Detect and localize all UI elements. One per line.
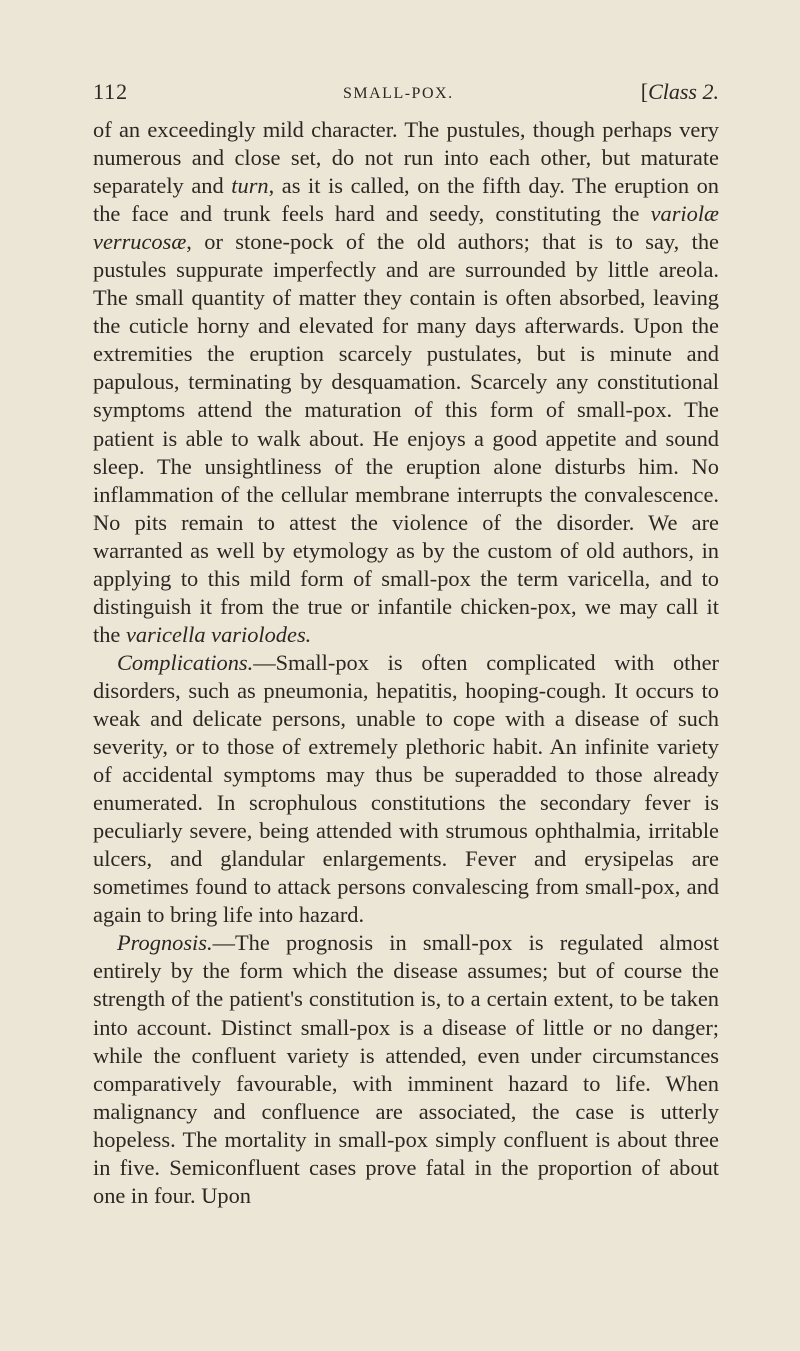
text-run: —Small-pox is often complicated with other disorders, such as pneumonia, hepatitis, hooping-cough. It occurs to weak and delicate persons, unable to cope with a disease of such severity, or to those of extremely plethoric habit. An infinite variety of accidental symptoms may thus be superadded to those already enumerated. In scrophulous constitutions the secondary fever is peculiarly severe, being attended with strumous ophthalmia, irritable ulcers, and glandular enlargements. Fever and erysipelas are sometimes found to attack persons convalescing from small-pox, and again to bring life into hazard.: [93, 649, 719, 928]
class-label-text: Class 2.: [648, 79, 719, 104]
paragraph: [93, 929, 719, 1209]
paragraph: [93, 116, 719, 649]
text-run: of an exceedingly mild character. The pustules, though perhaps very numerous and close set, do not run into each other, but maturate separately and: [93, 117, 719, 199]
text-run: —The prognosis in small-pox is regulated almost entirely by the form which the disease assumes; but of course the strength of the patient's constitution is, to a certain extent, to be taken into account. Distinct small-pox is a disease of little or no danger; while the confluent variety is attended, even under circumstances comparatively favourable, with imminent hazard to life. When malignancy and confluence are associated, the case is utterly hopeless. The mortality in small-pox simply confluent is about three in five. Semiconfluent cases prove fatal in the proportion of about one in four. Upon: [93, 930, 719, 1208]
italic-text: variolæ verrucosæ: [93, 201, 719, 255]
page-number: 112: [93, 79, 129, 104]
page-header: [93, 75, 719, 111]
text-run: , or stone-pock of the old authors; that is to say, the pustules suppurate imperfectly and are surrounded by little areola. The small quantity of matter they contain is often absorbed, leaving the cuticle horny and elevated for many days afterwards. Upon the extremities the eruption scarcely pustulates, but is minute and papulous, terminating by desquamation. Scarcely any constitutional symptoms attend the maturation of this form of small-pox. The patient is able to walk about. He enjoys a good appetite and sound sleep. The unsightliness of the eruption alone disturbs him. No inflammation of the cellular membrane interrupts the convalescence. No pits remain to attest the violence of the disorder. We are warranted as well by etymology as by the custom of old authors, in applying to this mild form of small-pox the term varicella, and to distinguish it from the true or infantile chicken-pox, we may call it the: [93, 229, 719, 647]
italic-text: turn: [231, 173, 269, 199]
class-label: [641, 79, 719, 105]
text-run: , as it is called, on the fifth day. The eruption on the face and trunk feels hard and seedy, constituting the: [93, 173, 719, 227]
running-title: SMALL-POX.: [343, 85, 454, 102]
body-text: [93, 116, 719, 1210]
italic-text: varicella variolodes.: [125, 621, 312, 647]
paragraph: [93, 649, 719, 929]
italic-text: Prognosis.: [117, 930, 213, 956]
italic-text: Complications.: [117, 649, 254, 675]
class-bracket: [: [640, 79, 649, 104]
